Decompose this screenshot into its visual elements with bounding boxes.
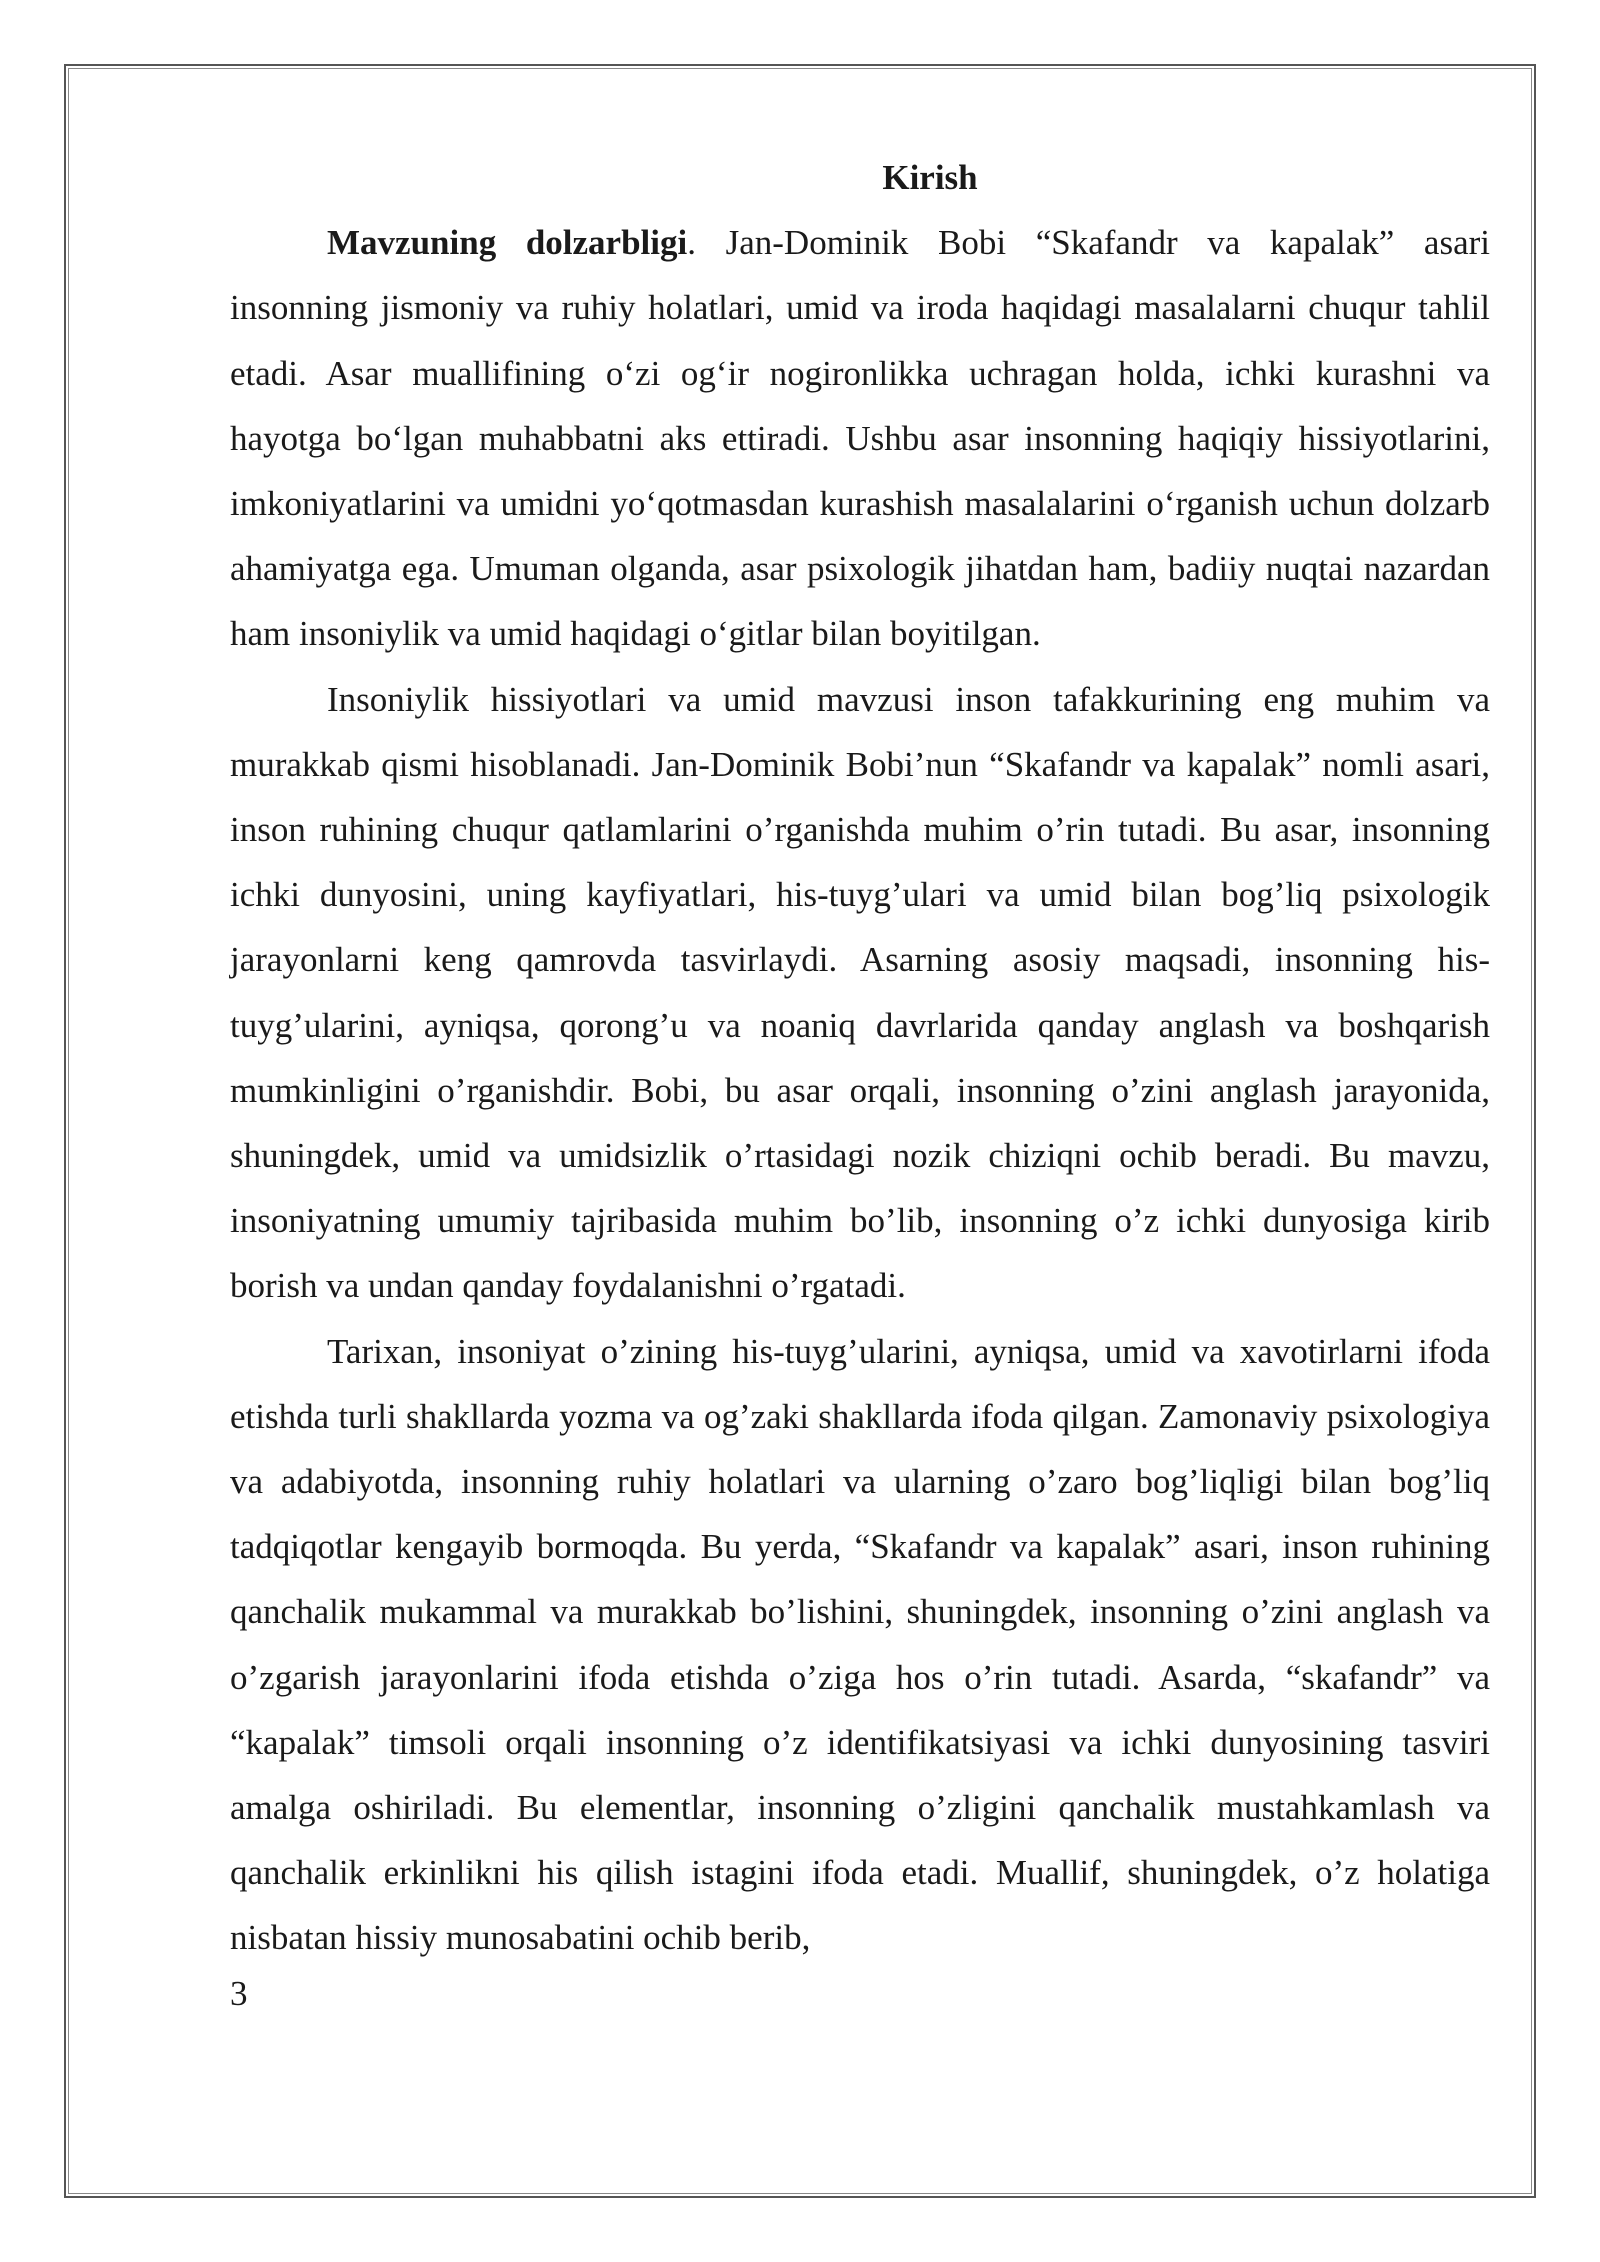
paragraph-text: . Jan-Dominik Bobi “Skafandr va kapalak” asari insonning jismoniy va ruhiy holatlari, umid va iroda haqidagi masalalarni chuqur tahlil etadi. Asar muallifining oʻzi ogʻir nogironlikka uchragan holda, ichki kurashni va hayotga boʻlgan muhabbatni aks ettiradi. Ushbu asar insonning haqiqiy hissiyotlarini, imkoniyatlarini va umidni yoʻqotmasdan kurashish masalalarini oʻrganish uchun dolzarb ahamiyatga ega. Umuman olganda, asar psixologik jihatdan ham, badiiy nuqtai nazardan ham insoniylik va umid haqidagi oʻgitlar bilan boyitilgan. [230,223,1490,654]
page-number: 3 [230,1973,248,2013]
paragraph-lead-bold: Mavzuning dolzarbligi [327,223,688,263]
page-title: Kirish [882,158,978,197]
paragraph-humanity [230,667,1490,1319]
paragraph-history [230,1319,1490,1971]
document-body [230,145,1490,2016]
paragraph-text: Insoniylik hissiyotlari va umid mavzusi inson tafakkurining eng muhim va murakkab qismi hisoblanadi. Jan-Dominik Bobi’nun “Skafandr va kapalak” nomli asari, inson ruhining chuqur qatlamlarini o’rganishda muhim o’rin tutadi. Bu asar, insonning ichki dunyosini, uning kayfiyatlari, his-tuyg’ulari va umid bilan bog’liq psixologik jarayonlarni keng qamrovda tasvirlaydi. Asarning asosiy maqsadi, insonning his-tuyg’ularini, ayniqsa, qorong’u va noaniq davrlarida qanday anglash va boshqarish mumkinligini o’rganishdir. Bobi, bu asar orqali, insonning o’zini anglash jarayonida, shuningdek, umid va umidsizlik o’rtasidagi nozik chiziqni ochib beradi. Bu mavzu, insoniyatning umumiy tajribasida muhim bo’lib, insonning o’z ichki dunyosiga kirib borish va undan qanday foydalanishni o’rgatadi. [230,679,1490,1306]
paragraph-relevance [230,210,1490,666]
paragraph-text: Tarixan, insoniyat o’zining his-tuyg’ularini, ayniqsa, umid va xavotirlarni ifoda etishda turli shakllarda yozma va og’zaki shakllarda ifoda qilgan. Zamonaviy psixologiya va adabiyotda, insonning ruhiy holatlari va ularning o’zaro bog’liqligi bilan bog’liq tadqiqotlar kengayib bormoqda. Bu yerda, “Skafandr va kapalak” asari, inson ruhining qanchalik mukammal va murakkab bo’lishini, shuningdek, insonning o’zini anglash va o’zgarish jarayonlarini ifoda etishda o’ziga hos o’rin tutadi. Asarda, “skafandr” va “kapalak” timsoli orqali insonning o’z identifikatsiyasi va ichki dunyosining tasviri amalga oshiriladi. Bu elementlar, insonning o’zligini qanchalik mustahkamlash va qanchalik erkinlikni his qilish istagini ifoda etadi. Muallif, shuningdek, o’z holatiga nisbatan hissiy munosabatini ochib berib, [230,1331,1490,1958]
